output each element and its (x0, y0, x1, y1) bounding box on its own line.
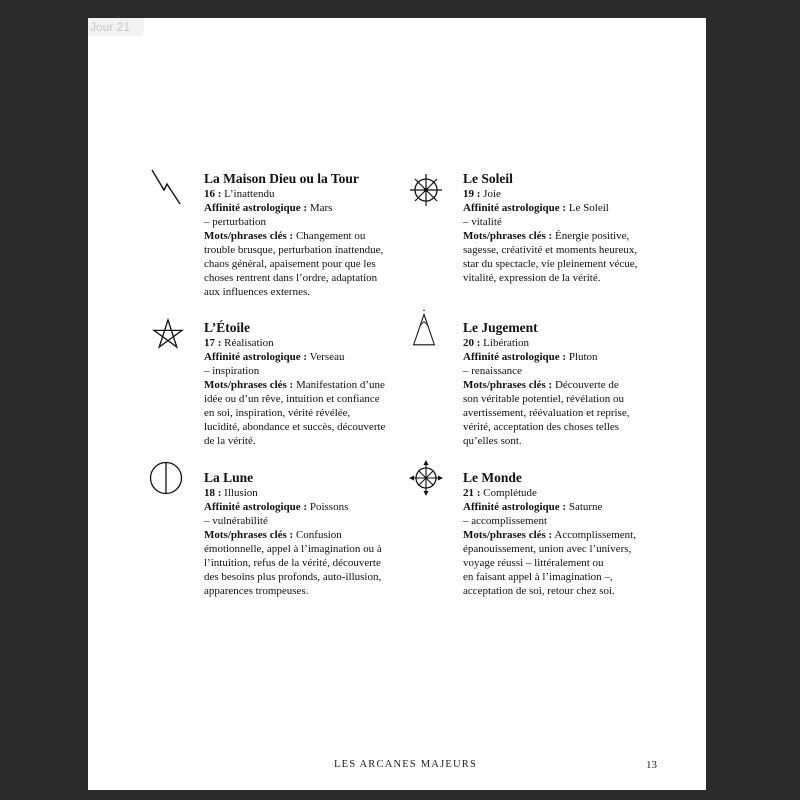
keywords-text: aux influences externes. (204, 286, 310, 298)
keywords-text: apparences trompeuses. (204, 585, 309, 597)
keywords-text: sagesse, créativité et moments heureux, (463, 244, 638, 256)
card-lune (204, 470, 414, 598)
day-badge: Jour 21 (88, 18, 144, 36)
card-number-line: 18 : Illusion (204, 487, 258, 499)
card-title: La Lune (204, 470, 254, 485)
keywords-text: Manifestation d’une (295, 379, 385, 391)
card-number: 16 (204, 188, 215, 200)
keywords-text: en faisant appel à l’imagination –, (463, 571, 613, 583)
keywords-text: voyage réussi – littéralement ou (463, 557, 604, 569)
keywords-text: trouble brusque, perturbation inattendue, (204, 244, 384, 256)
affinity-value: Mars (309, 202, 333, 214)
affinity-line (463, 201, 673, 215)
keywords-text: chaos général, apaisement pour que les (204, 258, 376, 270)
affinity-label: Affinité astrologique : (204, 501, 308, 513)
affinity-sub: – renaissance (463, 365, 522, 377)
affinity-sub: – vulnérabilité (204, 515, 268, 527)
card-number-line: 17 : Réalisation (204, 337, 274, 349)
card-theme: Libération (483, 337, 529, 349)
card-maison-dieu (204, 171, 414, 299)
keywords-text: émotionnelle, appel à l’imagination ou à (204, 543, 382, 555)
card-number: 20 (463, 337, 474, 349)
lightning-bolt-icon (150, 168, 186, 208)
card-title: La Maison Dieu ou la Tour (204, 171, 359, 186)
mountain-icon (406, 308, 442, 348)
card-number-line: 21 : Complétude (463, 487, 537, 499)
keywords-line (463, 229, 673, 243)
keywords-text: de la vérité. (204, 435, 256, 447)
keywords-text: acceptation de soi, retour chez soi. (463, 585, 615, 597)
keywords-line (463, 528, 673, 542)
affinity-label: Affinité astrologique : (204, 202, 308, 214)
card-monde (463, 470, 673, 598)
card-etoile (204, 320, 414, 448)
pentagram-icon (150, 316, 186, 356)
keywords-text: qu’elles sont. (463, 435, 522, 447)
keywords-line (204, 378, 414, 392)
keywords-label: Mots/phrases clés : (204, 529, 294, 541)
keywords-label: Mots/phrases clés : (204, 379, 294, 391)
keywords-line (463, 378, 673, 392)
card-number: 21 (463, 487, 474, 499)
keywords-text: vérité, acceptation des choses telles (463, 421, 620, 433)
keywords-text: en soi, inspiration, vérité révélée, (204, 407, 351, 419)
keywords-label: Mots/phrases clés : (463, 379, 553, 391)
card-theme: Réalisation (224, 337, 274, 349)
keywords-text: Découverte de (554, 379, 619, 391)
affinity-label: Affinité astrologique : (463, 351, 567, 363)
keywords-text: Confusion (295, 529, 342, 541)
affinity-sub: – vitalité (463, 216, 502, 228)
card-number: 19 (463, 188, 474, 200)
affinity-label: Affinité astrologique : (204, 351, 308, 363)
affinity-value: Le Soleil (568, 202, 609, 214)
card-number-line: 20 : Libération (463, 337, 529, 349)
card-title: Le Monde (463, 470, 522, 485)
keywords-label: Mots/phrases clés : (204, 230, 294, 242)
card-theme: Illusion (224, 487, 258, 499)
affinity-line (463, 500, 673, 514)
affinity-value: Pluton (568, 351, 598, 363)
affinity-value: Verseau (309, 351, 345, 363)
card-title: L’Étoile (204, 320, 251, 335)
keywords-text: Accomplissement, (554, 529, 636, 541)
keywords-text: Changement ou (295, 230, 366, 242)
card-number-line: 19 : Joie (463, 188, 501, 200)
keywords-text: idée ou d’un rêve, intuition et confiance (204, 393, 380, 405)
affinity-label: Affinité astrologique : (463, 501, 567, 513)
keywords-label: Mots/phrases clés : (463, 230, 553, 242)
sun-wheel-icon (408, 170, 444, 210)
keywords-text: lucidité, abondance et succès, découverte (204, 421, 386, 433)
card-theme: L’inattendu (224, 188, 275, 200)
keywords-label: Mots/phrases clés : (463, 529, 553, 541)
affinity-line (204, 350, 414, 364)
keywords-text: son véritable potentiel, révélation ou (463, 393, 624, 405)
card-title: Le Jugement (463, 320, 538, 335)
card-number: 17 (204, 337, 215, 349)
moon-circle-icon (148, 458, 184, 498)
compass-world-icon (408, 458, 444, 498)
card-number: 18 (204, 487, 215, 499)
book-page (88, 18, 706, 790)
card-soleil (463, 171, 673, 285)
card-title: Le Soleil (463, 171, 513, 186)
keywords-text: Énergie positive, (554, 230, 630, 242)
affinity-value: Poissons (309, 501, 349, 513)
affinity-line (463, 350, 673, 364)
card-number-line: 16 : L’inattendu (204, 188, 275, 200)
affinity-sub: – accomplissement (463, 515, 548, 527)
keywords-text: vitalité, expression de la vérité. (463, 272, 601, 284)
keywords-text: des besoins plus profonds, auto-illusion, (204, 571, 382, 583)
keywords-text: choses rentrent dans l’ordre, adaptation (204, 272, 378, 284)
card-theme: Joie (483, 188, 501, 200)
keywords-text: l’intuition, refus de la vérité, découverte (204, 557, 381, 569)
keywords-text: avertissement, réévaluation et reprise, (463, 407, 630, 419)
affinity-value: Saturne (568, 501, 603, 513)
affinity-line (204, 500, 414, 514)
page-number: 13 (646, 759, 657, 771)
keywords-text: star du spectacle, vie pleinement vécue, (463, 258, 638, 270)
keywords-text: épanouissement, union avec l’univers, (463, 543, 632, 555)
running-title: LES ARCANES MAJEURS (334, 759, 477, 770)
keywords-line (204, 229, 414, 243)
affinity-sub: – inspiration (204, 365, 260, 377)
affinity-sub: – perturbation (204, 216, 267, 228)
affinity-line (204, 201, 414, 215)
card-theme: Complétude (483, 487, 537, 499)
affinity-label: Affinité astrologique : (463, 202, 567, 214)
keywords-line (204, 528, 414, 542)
card-jugement (463, 320, 673, 448)
